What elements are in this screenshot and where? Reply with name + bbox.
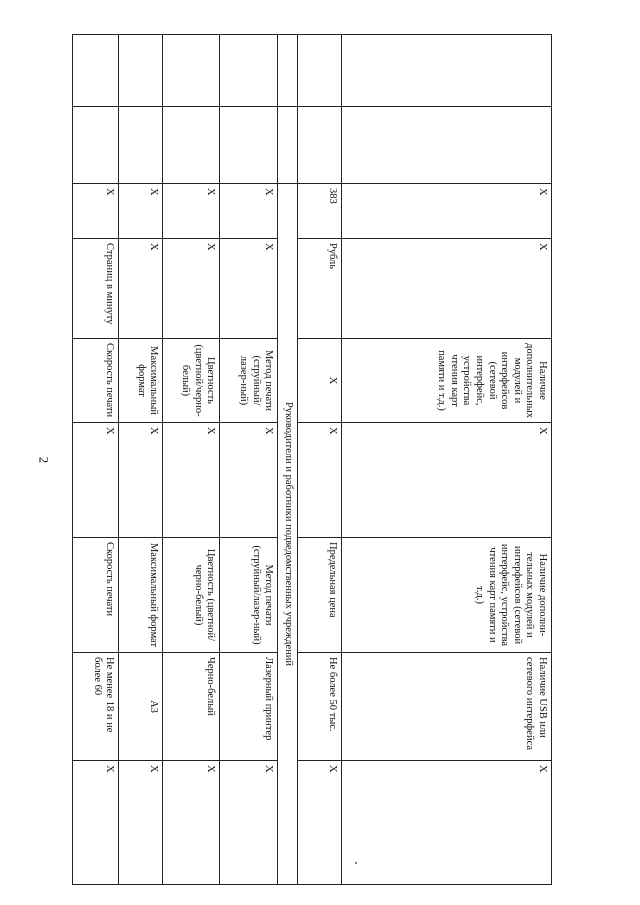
table-row-color — [163, 35, 220, 885]
cell-x: X — [163, 423, 220, 538]
cell-x: X — [341, 184, 551, 239]
cell-characteristic: Наличие дополни-тельных модулей и интерфейсов (сетевой интерфейс, устройства чтения карт памяти и т.д.) — [341, 538, 551, 653]
cell-empty — [119, 35, 163, 107]
cell-x: X — [73, 184, 119, 239]
cell-empty — [278, 107, 298, 184]
cell-x: X — [220, 184, 278, 239]
cell-x: X — [119, 761, 163, 885]
table-row-price — [298, 35, 341, 885]
cell-empty — [220, 35, 278, 107]
requirements-table — [72, 34, 552, 885]
cell-value: Лазерный принтер — [220, 653, 278, 761]
section-title: Руководители и работники подведомственных учреждений — [278, 184, 298, 885]
cell-x: X — [341, 423, 551, 538]
cell-characteristic: Скорость печати — [73, 538, 119, 653]
table-row-speed — [73, 35, 119, 885]
cell-characteristic: Цветность (цветной/черно-белый) — [163, 339, 220, 423]
cell-empty — [119, 107, 163, 184]
cell-value: Не более 50 тыс. — [298, 653, 341, 761]
cell-x: X — [163, 761, 220, 885]
cell-value: Не менее 18 и не более 60 — [73, 653, 119, 761]
cell-x: X — [73, 423, 119, 538]
cell-empty — [220, 107, 278, 184]
cell-empty — [341, 107, 551, 184]
cell-x: X — [119, 423, 163, 538]
cell-x: X — [220, 761, 278, 885]
cell-x: X — [341, 239, 551, 339]
table-row-print-method — [220, 35, 278, 885]
cell-empty — [73, 35, 119, 107]
cell-x: X — [73, 761, 119, 885]
cell-x: X — [163, 239, 220, 339]
scan-speck — [355, 862, 357, 864]
table-row-format — [119, 35, 163, 885]
cell-x: X — [119, 239, 163, 339]
table-container — [72, 34, 552, 884]
cell-x: X — [298, 761, 341, 885]
cell-x: X — [298, 339, 341, 423]
cell-unit: Страниц в минуту — [73, 239, 119, 339]
cell-x: X — [220, 239, 278, 339]
cell-characteristic: Скорость печати — [73, 339, 119, 423]
cell-characteristic: Максимальный формат — [119, 538, 163, 653]
cell-empty — [341, 35, 551, 107]
cell-x: X — [298, 423, 341, 538]
cell-x: X — [119, 184, 163, 239]
cell-x: X — [163, 184, 220, 239]
cell-characteristic: Метод печати (струйный/лазер-ный) — [220, 538, 278, 653]
table-row-usb — [341, 35, 551, 885]
cell-value: Черно-белый — [163, 653, 220, 761]
cell-characteristic: Цветность (цветной/черно-белый) — [163, 538, 220, 653]
cell-unit: Рубль — [298, 239, 341, 339]
cell-empty — [73, 107, 119, 184]
cell-value: А3 — [119, 653, 163, 761]
cell-code: 383 — [298, 184, 341, 239]
cell-empty — [298, 35, 341, 107]
cell-empty — [278, 35, 298, 107]
cell-characteristic: Метод печати (струйный/лазер-ный) — [220, 339, 278, 423]
cell-x: X — [341, 761, 551, 885]
cell-empty — [163, 35, 220, 107]
cell-characteristic: Максимальный формат — [119, 339, 163, 423]
rotated-page — [72, 34, 552, 884]
page-number: 2 — [36, 456, 52, 464]
cell-empty — [163, 107, 220, 184]
cell-characteristic: Предельная цена — [298, 538, 341, 653]
cell-value: Наличие USB или сетевого интерфейса — [341, 653, 551, 761]
cell-x: X — [220, 423, 278, 538]
cell-empty — [298, 107, 341, 184]
table-row-section — [278, 35, 298, 885]
cell-characteristic: Наличие дополнительных модулей и интерфейсов (сетевой интерфейс, устройства чтения карт памяти и т.д.) — [341, 339, 551, 423]
